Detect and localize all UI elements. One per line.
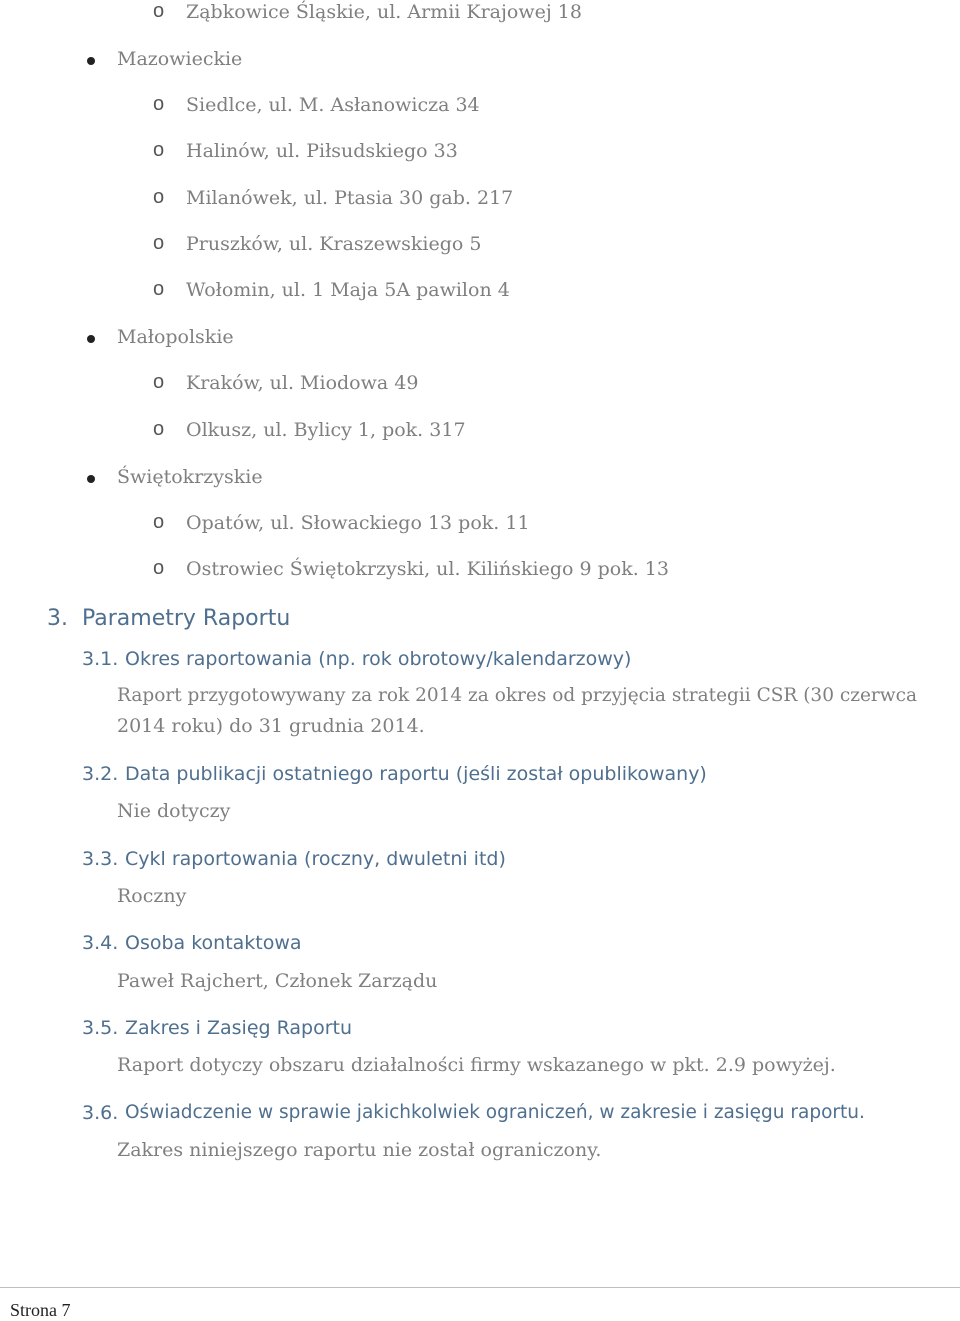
bullet-icon [87, 475, 95, 483]
subsection-number: 3.3. [82, 848, 119, 870]
location-item: Milanówek, ul. Ptasia 30 gab. 217 [186, 187, 514, 209]
subsection-number: 3.4. [82, 932, 119, 954]
subsection-text: Paweł Rajchert, Członek Zarządu [117, 970, 438, 992]
section-number: 3. [47, 606, 68, 631]
region-name: Świętokrzyskie [117, 466, 263, 488]
page-number: Strona 7 [10, 1300, 71, 1320]
sub-bullet-marker: o [153, 371, 165, 393]
location-item: Olkusz, ul. Bylicy 1, pok. 317 [186, 419, 466, 441]
subsection-text: Raport przygotowywany za rok 2014 za okres od przyjęcia strategii CSR (30 czerwca [117, 685, 917, 706]
sub-bullet-marker: o [153, 278, 165, 300]
location-item: Kraków, ul. Miodowa 49 [186, 372, 419, 394]
subsection-number: 3.6. [82, 1102, 119, 1124]
region-name: Małopolskie [117, 326, 234, 348]
location-item: Ostrowiec Świętokrzyski, ul. Kilińskiego 9 pok. 13 [186, 558, 669, 580]
region-name: Mazowieckie [117, 48, 243, 70]
footer-divider [0, 1287, 960, 1288]
sub-bullet-marker: o [153, 557, 165, 579]
subsection-title: Cykl raportowania (roczny, dwuletni itd) [125, 848, 506, 870]
subsection-number: 3.1. [82, 648, 119, 670]
sub-bullet-marker: o [153, 139, 165, 161]
subsection-number: 3.5. [82, 1017, 119, 1039]
subsection-number: 3.2. [82, 763, 119, 785]
sub-bullet-marker: o [153, 232, 165, 254]
subsection-text: Raport dotyczy obszaru działalności firmy wskazanego w pkt. 2.9 powyżej. [117, 1054, 836, 1076]
sub-bullet-marker: o [153, 511, 165, 533]
subsection-title: Osoba kontaktowa [125, 932, 302, 954]
sub-bullet-marker: o [153, 93, 165, 115]
subsection-title: Oświadczenie w sprawie jakichkolwiek ograniczeń, w zakresie i zasięgu raportu. [125, 1102, 865, 1123]
subsection-title: Zakres i Zasięg Raportu [125, 1017, 353, 1039]
sub-bullet-marker: o [153, 418, 165, 440]
subsection-text: Zakres niniejszego raportu nie został ograniczony. [117, 1139, 602, 1161]
subsection-title: Okres raportowania (np. rok obrotowy/kalendarzowy) [125, 648, 632, 670]
section-title: Parametry Raportu [82, 606, 291, 631]
location-item: Opatów, ul. Słowackiego 13 pok. 11 [186, 512, 530, 534]
subsection-text: Nie dotyczy [117, 800, 231, 822]
location-item: Wołomin, ul. 1 Maja 5A pawilon 4 [186, 279, 510, 301]
subsection-text: Roczny [117, 885, 187, 907]
location-item: Halinów, ul. Piłsudskiego 33 [186, 140, 458, 162]
location-item: Siedlce, ul. M. Asłanowicza 34 [186, 94, 480, 116]
subsection-title: Data publikacji ostatniego raportu (jeśli został opublikowany) [125, 763, 707, 785]
location-item: Pruszków, ul. Kraszewskiego 5 [186, 233, 482, 255]
bullet-icon [87, 335, 95, 343]
bullet-icon [87, 57, 95, 65]
subsection-text: 2014 roku) do 31 grudnia 2014. [117, 715, 425, 737]
sub-bullet-marker: o [153, 0, 165, 22]
sub-bullet-marker: o [153, 186, 165, 208]
location-item: Ząbkowice Śląskie, ul. Armii Krajowej 18 [186, 1, 582, 23]
